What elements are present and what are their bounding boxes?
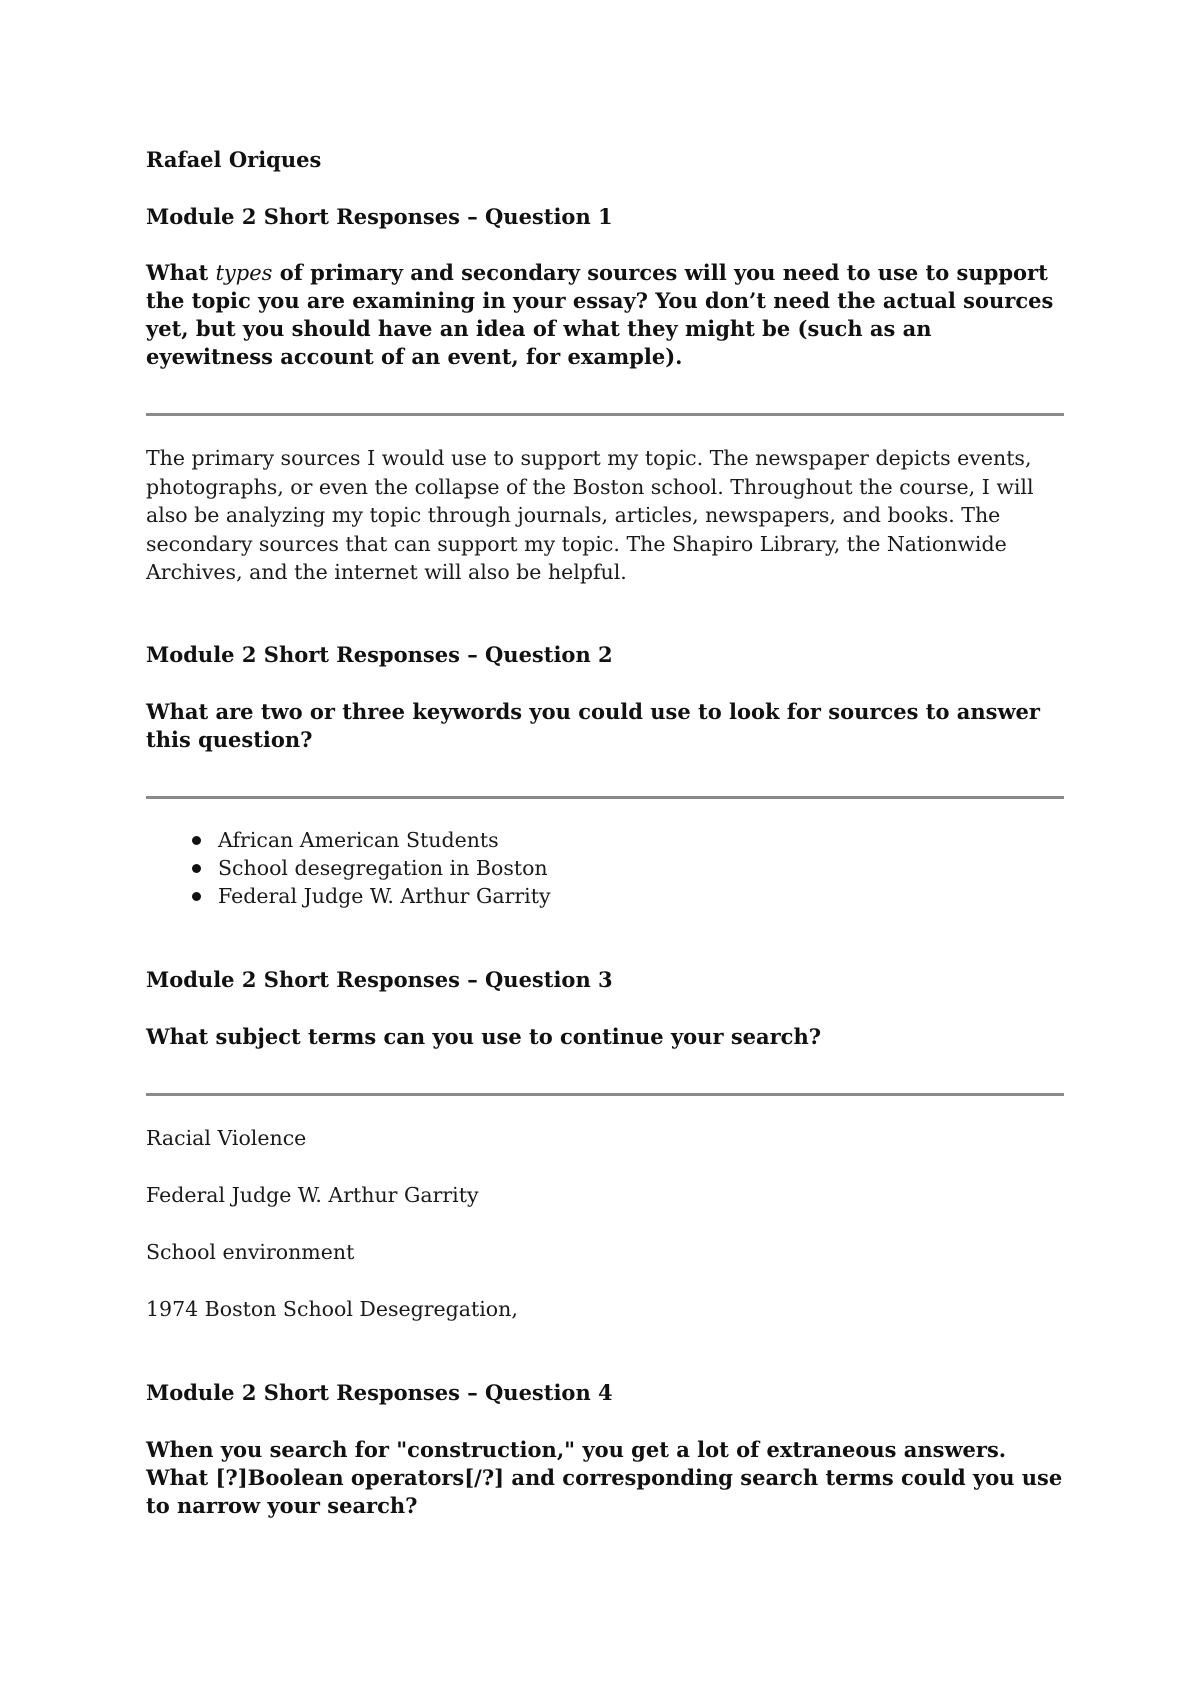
keyword-item: Federal Judge W. Arthur Garrity xyxy=(218,882,1136,910)
q3-divider xyxy=(146,1093,1064,1096)
author-name: Rafael Oriques xyxy=(146,147,322,172)
q1-heading: Module 2 Short Responses – Question 1 xyxy=(146,204,613,229)
q4-prompt: When you search for "construction," you get a lot of extraneous answers. What [?]Boolean operators[/?] and corresponding search terms could you use to narrow your search? xyxy=(146,1437,1063,1518)
q2-keyword-list xyxy=(146,826,1136,910)
q1-prompt-post: of primary and secondary sources will you need to use to support the topic you are examining in your essay? You don’t need the actual sources yet, but you should have an idea of what they might be (such as an eyewitness account of an event, for example). xyxy=(146,260,1054,369)
q2-divider xyxy=(146,796,1064,799)
q4-heading: Module 2 Short Responses – Question 4 xyxy=(146,1380,613,1405)
subject-term: School environment xyxy=(146,1240,355,1264)
q1-answer: The primary sources I would use to support my topic. The newspaper depicts events, photographs, or even the collapse of the Boston school. Throughout the course, I will also be analyzing my topic through journals, articles, newspapers, and books. The secondary sources that can support my topic. The Shapiro Library, the Nationwide Archives, and the internet will also be helpful. xyxy=(146,446,1034,584)
subject-term: Racial Violence xyxy=(146,1126,307,1150)
q1-prompt xyxy=(146,259,1064,371)
q1-prompt-emphasis: types xyxy=(215,261,273,285)
keyword-item: African American Students xyxy=(218,826,1136,854)
q1-prompt-pre: What xyxy=(146,260,216,285)
q1-divider xyxy=(146,413,1064,416)
subject-term: 1974 Boston School Desegregation, xyxy=(146,1297,518,1321)
q2-prompt: What are two or three keywords you could use to look for sources to answer this question? xyxy=(146,699,1040,752)
keyword-item: School desegregation in Boston xyxy=(218,854,1136,882)
subject-term: Federal Judge W. Arthur Garrity xyxy=(146,1183,479,1207)
q3-prompt: What subject terms can you use to continue your search? xyxy=(146,1024,822,1049)
q3-heading: Module 2 Short Responses – Question 3 xyxy=(146,967,613,992)
q2-heading: Module 2 Short Responses – Question 2 xyxy=(146,642,613,667)
